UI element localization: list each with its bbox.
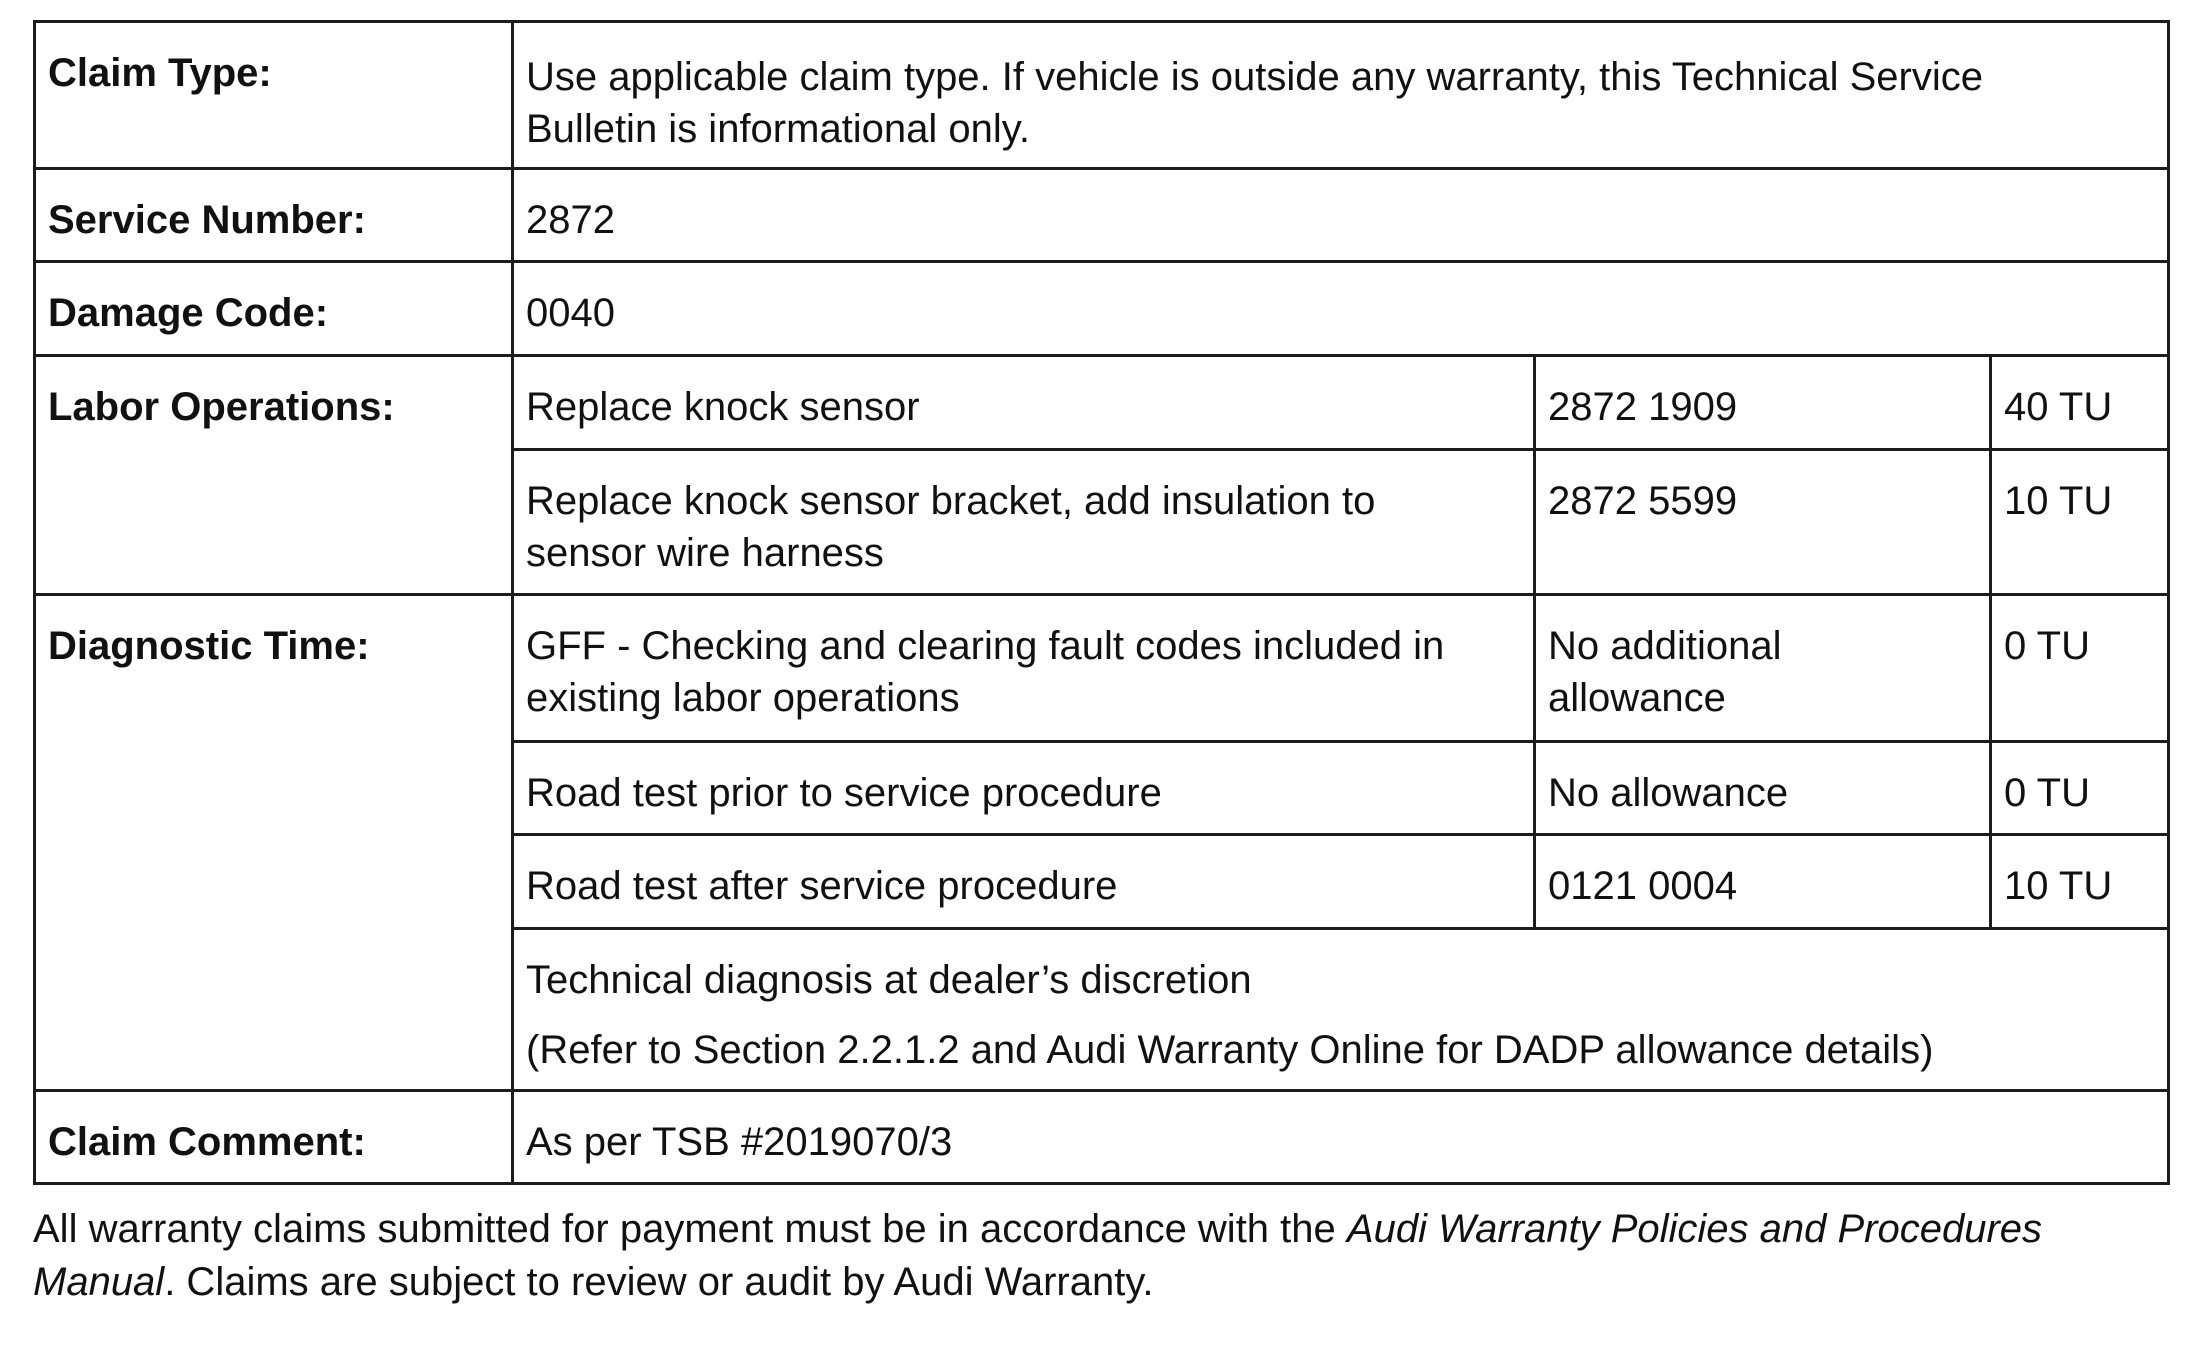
damage-code-row [35,262,2169,356]
service-number-value: 2872 [513,169,2169,262]
labor-operation-code: 2872 5599 [1535,450,1991,595]
diagnostic-note-reference: (Refer to Section 2.2.1.2 and Audi Warranty Online for DADP allowance details) [526,1028,1934,1072]
diagnostic-code: 0121 0004 [1535,835,1991,929]
diagnostic-time-row [35,595,2169,742]
diagnostic-time-label: Diagnostic Time: [35,595,513,1091]
claim-comment-row [35,1091,2169,1184]
service-number-row [35,169,2169,262]
diagnostic-note-line: Technical diagnosis at dealer’s discretion [526,958,1252,1002]
claim-comment-value: As per TSB #2019070/3 [513,1091,2169,1184]
diagnostic-time-value: 0 TU [1991,595,2169,742]
claim-type-value: Use applicable claim type. If vehicle is outside any warranty, this Technical Service Bulletin is informational only. [513,22,2169,169]
labor-operation-description: Replace knock sensor [513,356,1535,450]
claim-table [33,20,2170,1185]
diagnostic-description: Road test after service procedure [513,835,1535,929]
footnote-text-end: . Claims are subject to review or audit by Audi Warranty. [164,1260,1154,1304]
damage-code-value: 0040 [513,262,2169,356]
service-number-label: Service Number: [35,169,513,262]
diagnostic-time-value: 0 TU [1991,742,2169,835]
claim-type-row [35,22,2169,169]
diagnostic-time-value: 10 TU [1991,835,2169,929]
claim-comment-label: Claim Comment: [35,1091,513,1184]
diagnostic-description: Road test prior to service procedure [513,742,1535,835]
labor-operation-time: 40 TU [1991,356,2169,450]
labor-operation-time: 10 TU [1991,450,2169,595]
labor-operation-code: 2872 1909 [1535,356,1991,450]
diagnostic-code: No allowance [1535,742,1991,835]
labor-operations-label: Labor Operations: [35,356,513,595]
diagnostic-code: No additional allowance [1535,595,1991,742]
footnote-text: All warranty claims submitted for payment must be in accordance with the [33,1207,1347,1251]
diagnostic-description: GFF - Checking and clearing fault codes included in existing labor operations [513,595,1535,742]
warranty-footnote [33,1203,2167,1309]
claim-type-label: Claim Type: [35,22,513,169]
diagnostic-note [513,929,2169,1091]
labor-operation-row [35,356,2169,450]
policy-manual-title: Audi Warranty Policies and Procedures Manual [33,1207,2043,1304]
warranty-claim-section [33,20,2167,1349]
damage-code-label: Damage Code: [35,262,513,356]
labor-operation-description: Replace knock sensor bracket, add insulation to sensor wire harness [513,450,1535,595]
